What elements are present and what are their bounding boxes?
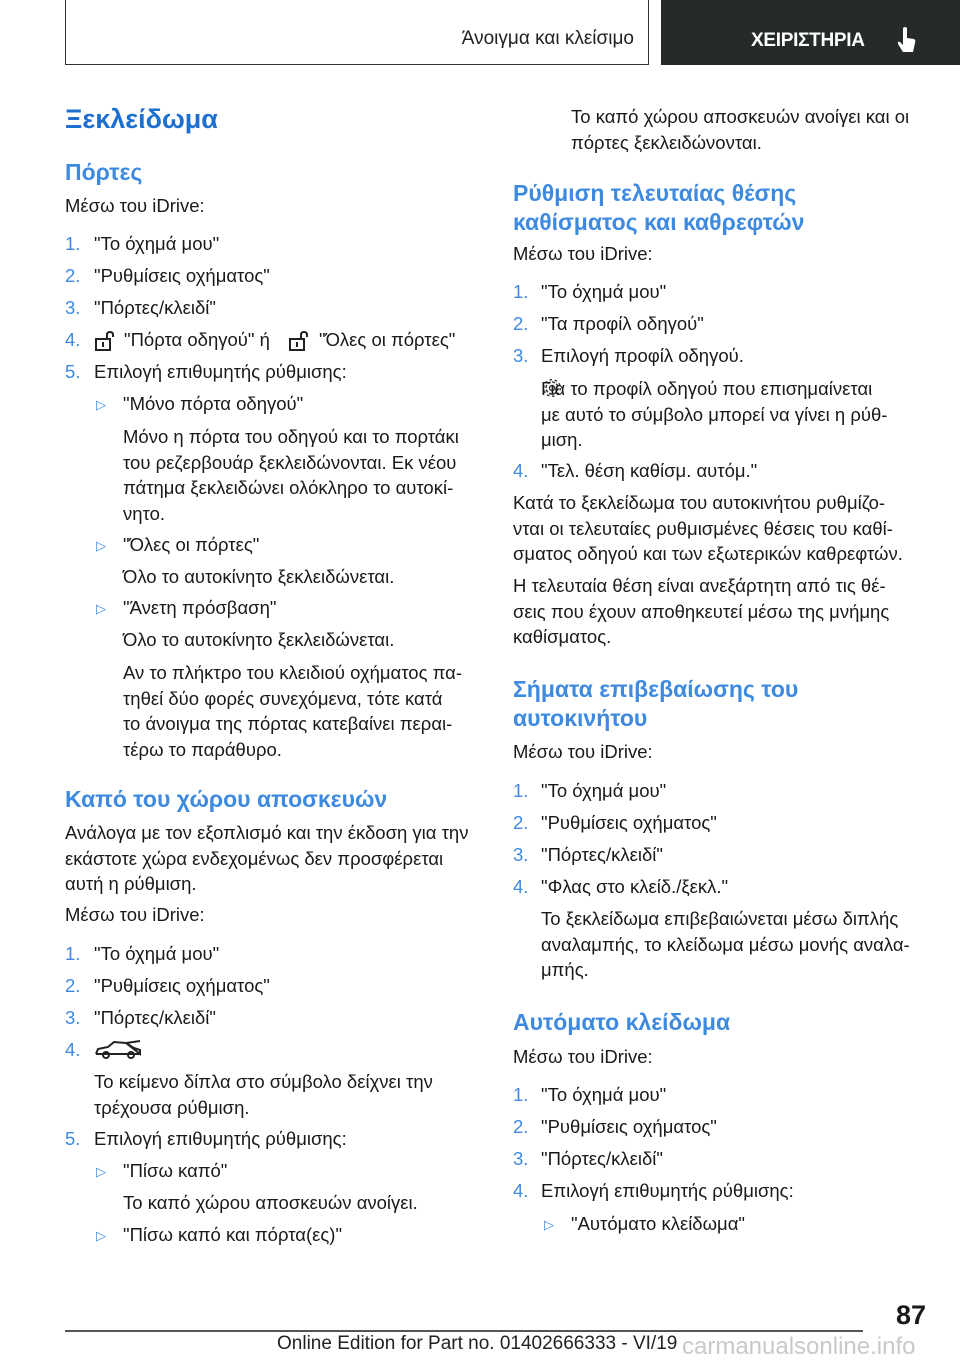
seat-para-1: Κατά το ξεκλείδωμα του αυτοκινήτου ρυθμίζο- νται οι τελευταίες ρυθμισμένες θέσεις του καθί- σματος οδηγού και των εξωτερικών καθρεφτών. xyxy=(513,492,903,564)
option-desc: Όλο το αυτοκίνητο ξεκλειδώνεται. xyxy=(123,629,395,650)
auto-intro: Μέσω του iDrive: xyxy=(513,1046,653,1067)
auto-step-2: "Ρυθμίσεις οχήματος" xyxy=(541,1116,717,1137)
bullet-icon: ▷ xyxy=(96,538,106,553)
trunk-step-3: "Πόρτες/κλειδί" xyxy=(94,1007,216,1028)
trunk-heading: Καπό του χώρου αποσκευών xyxy=(65,786,388,812)
option-desc: Το καπό χώρου αποσκευών ανοίγει. xyxy=(123,1192,418,1213)
option-label: "Πίσω καπό και πόρτα(ες)" xyxy=(123,1224,343,1245)
step-number: 3. xyxy=(65,1007,81,1028)
option-desc: Μόνο η πόρτα του οδηγού και το πορτάκι του ρεζερβουάρ ξεκλειδώνονται. Εκ νέου πάτημα ξεκλειδώνει ολόκληρο το αυτοκί- νητο. xyxy=(123,426,459,524)
option-label: "Πίσω καπό" xyxy=(123,1160,228,1181)
step-number: 1. xyxy=(513,1084,529,1105)
step-number: 2. xyxy=(513,313,529,334)
step-number: 2. xyxy=(65,265,81,286)
doors-step-1: "Το όχημά μου" xyxy=(94,233,220,254)
car-open-trunk-icon xyxy=(94,1040,142,1060)
edition-text: Online Edition for Part no. 01402666333 - VI/19 xyxy=(277,1333,678,1354)
step-number: 3. xyxy=(65,297,81,318)
seat-para-2: Η τελευταία θέση είναι ανεξάρτητη από τις θέ- σεις που έχουν αποθηκευτεί μέσω της μνήμης καθίσματος. xyxy=(513,575,890,647)
chapter-tab xyxy=(661,0,960,65)
confirm-desc: Το ξεκλείδωμα επιβεβαιώνεται μέσω διπλής αναλαμπής, το κλείδωμα μέσω μονής αναλα- μπής. xyxy=(541,908,910,980)
footer-divider xyxy=(65,1330,863,1332)
hand-pointer-icon xyxy=(895,26,917,54)
step-number: 4. xyxy=(513,876,529,897)
bullet-icon: ▷ xyxy=(544,1217,554,1232)
seat-step-3: Επιλογή προφίλ οδηγού. xyxy=(541,345,744,366)
bullet-icon: ▷ xyxy=(96,1228,106,1243)
seat-step-1: "Το όχημά μου" xyxy=(541,281,667,302)
confirm-step-1: "Το όχημά μου" xyxy=(541,780,667,801)
trunk-step-5: Επιλογή επιθυμητής ρύθμισης: xyxy=(94,1128,347,1149)
chapter-title: ΧΕΙΡΙΣΤΗΡΙΑ xyxy=(751,30,865,51)
auto-step-1: "Το όχημά μου" xyxy=(541,1084,667,1105)
unlock-icon xyxy=(288,331,310,351)
doors-intro: Μέσω του iDrive: xyxy=(65,195,205,216)
step-number: 3. xyxy=(513,1148,529,1169)
page-heading: Ξεκλείδωμα xyxy=(65,104,218,134)
watermark: carmanualsonline.info xyxy=(682,1333,916,1360)
auto-lock-heading: Αυτόματο κλείδωμα xyxy=(513,1009,731,1035)
step-number: 1. xyxy=(513,780,529,801)
doors-step-2: "Ρυθμίσεις οχήματος" xyxy=(94,265,270,286)
step-number: 1. xyxy=(513,281,529,302)
step-number: 3. xyxy=(513,844,529,865)
step-number: 4. xyxy=(65,329,81,350)
doors-note: Αν το πλήκτρο του κλειδιού οχήματος πα- τηθεί δύο φορές συνεχόμενα, τότε κατά το άνοιγμα της πόρτας κατεβαίνει περαι- τέρω το παράθυρο. xyxy=(123,662,462,760)
option-desc: Όλο το αυτοκίνητο ξεκλειδώνεται. xyxy=(123,566,395,587)
step-number: 3. xyxy=(513,345,529,366)
bullet-icon: ▷ xyxy=(96,1164,106,1179)
option-label: "Αυτόματο κλείδωμα" xyxy=(571,1213,745,1234)
seat-step-2: "Τα προφίλ οδηγού" xyxy=(541,313,704,334)
auto-step-3: "Πόρτες/κλειδί" xyxy=(541,1148,663,1169)
seat-step-4: "Τελ. θέση καθίσμ. αυτόμ." xyxy=(541,460,758,481)
trunk-intro: Μέσω του iDrive: xyxy=(65,904,205,925)
confirm-step-3: "Πόρτες/κλειδί" xyxy=(541,844,663,865)
step-number: 2. xyxy=(513,812,529,833)
doors-step-3: "Πόρτες/κλειδί" xyxy=(94,297,216,318)
doors-step-4b: "Όλες οι πόρτες" xyxy=(319,329,456,350)
step-number: 2. xyxy=(513,1116,529,1137)
seat-gear-note: Για το προφίλ οδηγού που επισημαίνεται με αυτό το σύμβολο μπορεί να γίνει η ρύθ- μιση. xyxy=(541,378,888,450)
bullet-icon: ▷ xyxy=(96,397,106,412)
confirm-step-4: "Φλας στο κλείδ./ξεκλ." xyxy=(541,876,729,897)
step-number: 5. xyxy=(65,1128,81,1149)
option-label: "Όλες οι πόρτες" xyxy=(123,534,260,555)
page-number: 87 xyxy=(896,1300,927,1330)
step-number: 1. xyxy=(65,233,81,254)
trunk-step-2: "Ρυθμίσεις οχήματος" xyxy=(94,975,270,996)
trunk-step-1: "Το όχημά μου" xyxy=(94,943,220,964)
step-number: 4. xyxy=(65,1039,81,1060)
option-label: "Μόνο πόρτα οδηγού" xyxy=(123,393,304,414)
confirm-heading: Σήματα επιβεβαίωσης του αυτοκινήτου xyxy=(513,676,799,731)
step-number: 4. xyxy=(513,1180,529,1201)
step-number: 2. xyxy=(65,975,81,996)
option-label: "Άνετη πρόσβαση" xyxy=(123,597,277,618)
seat-heading: Ρύθμιση τελευταίας θέσης καθίσματος και καθρεφτών xyxy=(513,180,805,235)
bullet-icon: ▷ xyxy=(96,601,106,616)
step-number: 4. xyxy=(513,460,529,481)
step-number: 1. xyxy=(65,943,81,964)
doors-heading: Πόρτες xyxy=(65,159,143,185)
auto-step-4: Επιλογή επιθυμητής ρύθμισης: xyxy=(541,1180,794,1201)
unlock-icon xyxy=(94,331,116,351)
seat-intro: Μέσω του iDrive: xyxy=(513,243,653,264)
trunk-continued: Το καπό χώρου αποσκευών ανοίγει και οι πόρτες ξεκλειδώνονται. xyxy=(571,106,910,153)
confirm-intro: Μέσω του iDrive: xyxy=(513,741,653,762)
trunk-para: Ανάλογα με τον εξοπλισμό και την έκδοση για την εκάστοτε χώρα ενδεχομένως δεν προσφέρεται αυτή η ρύθμιση. xyxy=(65,822,469,894)
confirm-step-2: "Ρυθμίσεις οχήματος" xyxy=(541,812,717,833)
step-number: 5. xyxy=(65,361,81,382)
doors-step-5: Επιλογή επιθυμητής ρύθμισης: xyxy=(94,361,347,382)
trunk-icon-note: Το κείμενο δίπλα στο σύμβολο δείχνει την τρέχουσα ρύθμιση. xyxy=(94,1071,433,1118)
doors-step-4a: "Πόρτα οδηγού" ή xyxy=(124,329,270,350)
section-title: Άνοιγμα και κλείσιμο xyxy=(461,28,634,49)
header-box xyxy=(65,0,649,65)
